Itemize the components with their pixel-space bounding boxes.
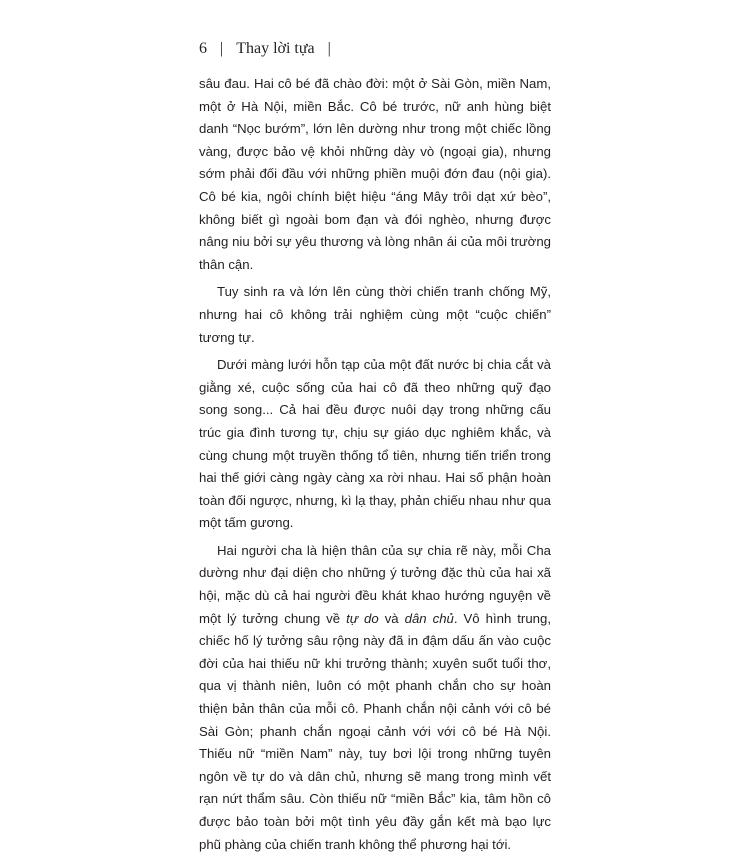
header-separator-right: | [327, 40, 331, 57]
page-number: 6 [199, 40, 207, 57]
paragraph-4 [199, 540, 551, 856]
italic-term-democracy: dân chủ [404, 610, 454, 626]
paragraph-1: sâu đau. Hai cô bé đã chào đời: một ở Sài Gòn, miền Nam, một ở Hà Nội, miền Bắc. Cô bé trước, nữ anh hùng biệt danh “Nọc bướm”, lớn lên dường như trong một chiếc lồng vàng, được bảo vệ khỏi những dày vò (ngoại gia), nhưng sớm phải đối đầu với những phiền muội đớn đau (nội gia). Cô bé kia, ngôi chính biệt hiệu “áng Mây trôi dạt xứ bèo”, không biết gì ngoài bom đạn và đói nghèo, nhưng được nâng niu bởi sự yêu thương và lòng nhân ái của môi trường thân cận. [199, 76, 551, 272]
paragraph-3: Dưới màng lưới hỗn tạp của một đất nước bị chia cắt và giằng xé, cuộc sống của hai cô đã theo những quỹ đạo song song... Cả hai đều được nuôi dạy trong những cấu trúc gia đình tương tự, chịu sự giáo dục nghiêm khắc, và cùng chung một truyền thống tổ tiên, nhưng tiến triển trong hai thế giới càng ngày càng xa rời nhau. Hai số phận hoàn toàn đối ngược, nhưng, kì lạ thay, phản chiếu nhau như qua một tấm gương. [199, 357, 551, 531]
chapter-title: Thay lời tựa [236, 40, 315, 57]
italic-term-freedom: tự do [346, 610, 379, 626]
header-separator-left: | [220, 40, 224, 57]
paragraph-4-text-after: . Vô hình trung, chiếc hố lý tưởng sâu rộng này đã in đậm dấu ấn vào cuộc đời của hai thiếu nữ khi trưởng thành; xuyên suốt tuổi thơ, qua vị thành niên, luôn có một phanh chắn cho sự hoàn thiện bản thân của mỗi cô. Phanh chắn nội cảnh với cô bé Sài Gòn; phanh chắn ngoại cảnh với với cô bé Hà Nội. Thiếu nữ “miền Nam” này, tuy bơi lội trong những tuyên ngôn về tự do và dân chủ, nhưng sẽ mang trong mình vết rạn nứt thẩm sâu. Còn thiếu nữ “miền Bắc” kia, tâm hồn cô được bảo toàn bởi một tình yêu đầy gắn kết mà bạo lực phũ phàng của chiến tranh không thể phương hại tới. [199, 610, 551, 852]
paragraph-4-text-mid: và [378, 610, 405, 626]
paragraph-4-text-before: Hai người cha là hiện thân của sự chia rẽ này, mỗi Cha dường như đại diện cho những ý tưởng đặc thù của hai xã hội, mặc dù cả hai người đều khát khao hướng nguyện về một lý tưởng chung về [199, 542, 551, 626]
running-header [199, 40, 344, 58]
paragraph-2: Tuy sinh ra và lớn lên cùng thời chiến tranh chống Mỹ, nhưng hai cô không trải nghiệm cùng một “cuộc chiến” tương tự. [199, 284, 551, 345]
body-text [199, 73, 551, 861]
